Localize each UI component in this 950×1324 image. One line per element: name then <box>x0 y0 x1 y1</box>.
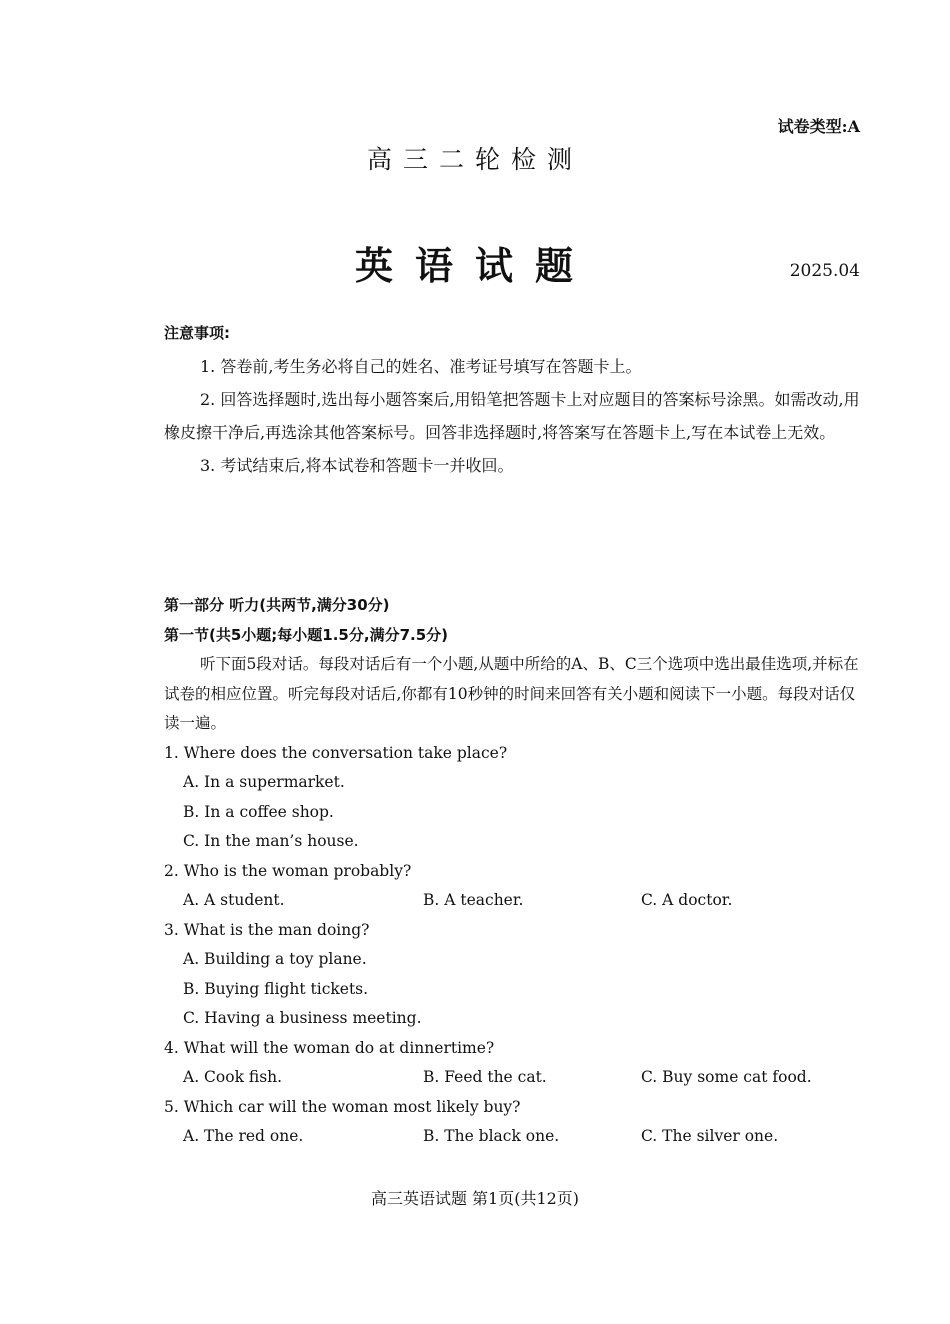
question-option: A. A student. <box>183 891 285 909</box>
notice-item: 1. 答卷前,考生务必将自己的姓名、准考证号填写在答题卡上。 <box>200 357 642 376</box>
exam-subtitle: 高三二轮检测 <box>366 145 583 174</box>
question-option: C. Having a business meeting. <box>183 1009 422 1027</box>
question-option: A. The red one. <box>183 1127 304 1145</box>
section-heading: 第一节(共5小题;每小题1.5分,满分7.5分) <box>164 625 448 644</box>
question-option: B. Feed the cat. <box>423 1068 547 1086</box>
question-option: B. The black one. <box>423 1127 560 1145</box>
question-option: C. A doctor. <box>641 891 733 909</box>
option-row <box>183 886 860 916</box>
listening-part <box>164 591 860 1152</box>
section-instructions: 听下面5段对话。每段对话后有一个小题,从题中所给的A、B、C三个选项中选出最佳选项,并标在试卷的相应位置。听完每段对话后,你都有10秒钟的时间来回答有关小题和阅读下一小题。每段对话仅读一遍。 <box>164 655 859 732</box>
option-row <box>183 1063 860 1093</box>
notice-item: 2. 回答选择题时,选出每小题答案后,用铅笔把答题卡上对应题目的答案标号涂黑。如需改动,用橡皮擦干净后,再选涂其他答案标号。回答非选择题时,将答案写在答题卡上,写在本试卷上无效。 <box>164 390 860 442</box>
question-option: C. The silver one. <box>641 1127 779 1145</box>
exam-date: 2025.04 <box>789 261 860 281</box>
paper-type-label: 试卷类型:A <box>777 117 860 136</box>
part-heading: 第一部分 听力(共两节,满分30分) <box>164 596 390 614</box>
notice-item: 3. 考试结束后,将本试卷和答题卡一并收回。 <box>200 456 514 475</box>
question-stem: 2. Who is the woman probably? <box>164 861 412 880</box>
question-option: A. Cook fish. <box>183 1068 283 1086</box>
question-stem: 3. What is the man doing? <box>164 920 370 939</box>
exam-title: 英语试题 <box>354 243 595 288</box>
question-option: C. Buy some cat food. <box>641 1068 812 1086</box>
question-stem: 5. Which car will the woman most likely buy? <box>164 1097 521 1116</box>
question-stem: 4. What will the woman do at dinnertime? <box>164 1038 495 1057</box>
question-option: A. Building a toy plane. <box>183 950 367 968</box>
page-footer: 高三英语试题 第1页(共12页) <box>370 1189 580 1208</box>
notice-section <box>164 317 860 482</box>
notice-heading: 注意事项: <box>164 324 230 342</box>
question-stem: 1. Where does the conversation take place? <box>164 743 508 762</box>
question-option: A. In a supermarket. <box>183 773 345 791</box>
question-option: B. A teacher. <box>423 891 524 909</box>
question-option: B. Buying flight tickets. <box>183 979 369 998</box>
question-option: C. In the man’s house. <box>183 832 359 850</box>
question-option: B. In a coffee shop. <box>183 802 334 821</box>
option-row <box>183 1122 860 1152</box>
